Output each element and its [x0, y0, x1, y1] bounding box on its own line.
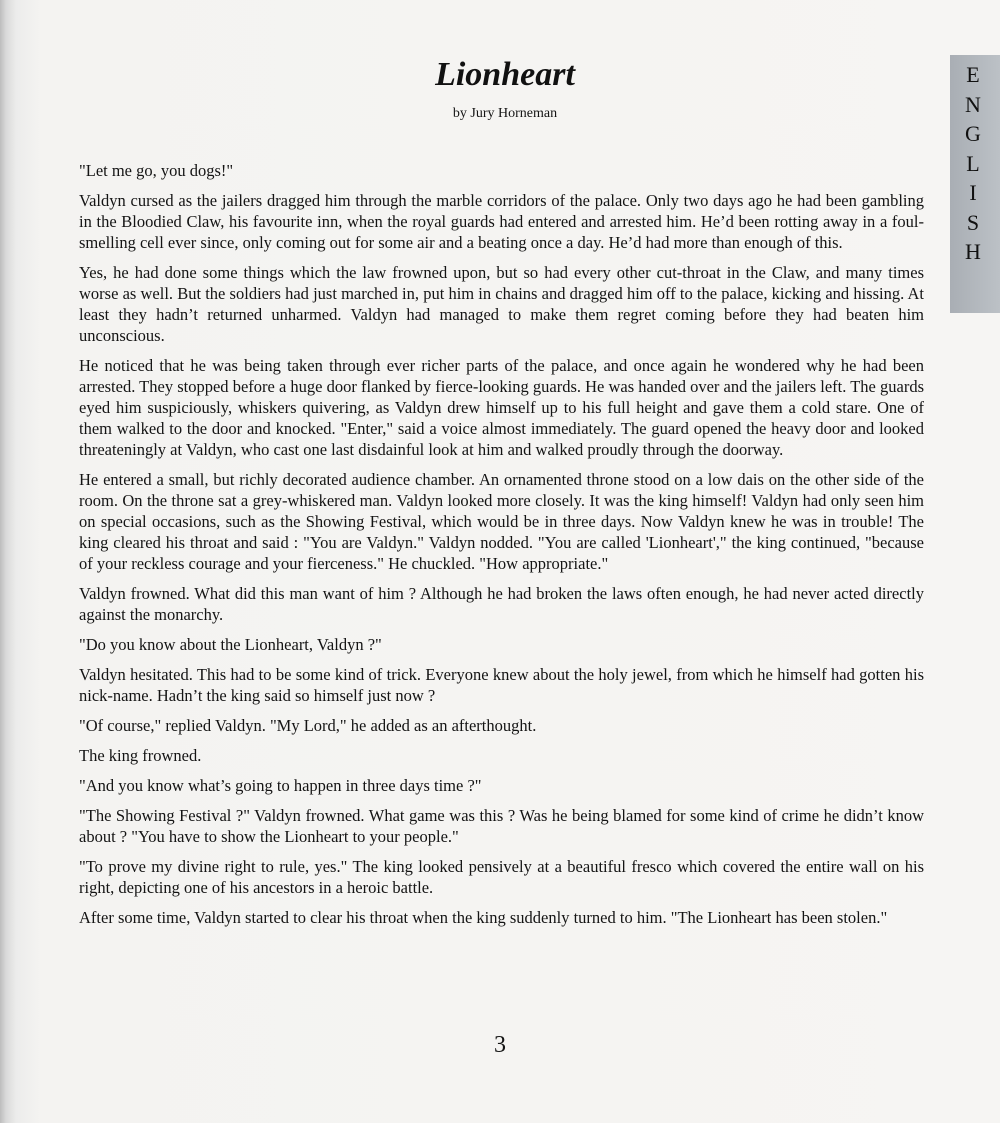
author-byline: by Jury Horneman: [452, 106, 558, 121]
tab-letter: E: [966, 62, 980, 87]
paragraph: After some time, Valdyn started to clear his throat when the king suddenly turned to him. "The Lionheart has been stolen.": [79, 908, 888, 927]
paragraph: Valdyn frowned. What did this man want of him ? Although he had broken the laws often enough, he had never acted directly against the monarchy.: [79, 584, 924, 624]
paragraph: "Of course," replied Valdyn. "My Lord," he added as an afterthought.: [79, 716, 537, 735]
paragraph: "The Showing Festival ?" Valdyn frowned. What game was this ? Was he being blamed for some kind of crime he didn’t know about ? "You have to show the Lionheart to your people.": [79, 806, 924, 846]
paragraph: Valdyn cursed as the jailers dragged him through the marble corridors of the palace. Only two days ago he had been gambling in the Bloodied Claw, his favourite inn, when the royal guards had entered and arrested him. He’d been rotting away in a foul-smelling cell ever since, only coming out for some air and a beating once a day. He’d had more than enough of this.: [79, 191, 924, 252]
paragraph: "Let me go, you dogs!": [79, 161, 234, 180]
paragraph: "Do you know about the Lionheart, Valdyn ?": [79, 635, 382, 654]
tab-letter: L: [966, 150, 980, 176]
paragraph: He noticed that he was being taken through ever richer parts of the palace, and once again he wondered why he had been arrested. They stopped before a huge door flanked by fierce-looking guards. He was handed over and the jailers left. The guards eyed him suspiciously, whiskers quivering, as Valdyn drew himself up to his full height and gave them a cold stare. One of them walked to the door and knocked. "Enter," said a voice almost immediately. The guard opened the heavy door and looked threateningly at Valdyn, who cast one last disdainful look at him and walked proudly through the doorway.: [79, 356, 924, 459]
paragraph: Yes, he had done some things which the law frowned upon, but so had every other cut-throat in the Claw, and many times worse as well. But the soldiers had just marched in, put him in chains and dragged him off to the palace, kicking and hissing. At least they hadn’t returned unharmed. Valdyn had managed to make them regret coming before they had beaten him unconscious.: [79, 263, 924, 345]
tab-letter: G: [965, 121, 981, 146]
language-section-tab: [950, 55, 1000, 313]
paragraph: The king frowned.: [79, 746, 202, 765]
paragraph: He entered a small, but richly decorated audience chamber. An ornamented throne stood on a low dais on the other side of the room. On the throne sat a grey-whiskered man. Valdyn looked more closely. It was the king himself! Valdyn had only seen him on special occasions, such as the Showing Festival, which would be in three days. Now Valdyn knew he was in trouble! The king cleared his throat and said : "You are Valdyn." Valdyn nodded. "You are called 'Lionheart'," the king continued, "because of your reckless courage and your fierceness." He chuckled. "How appropriate.": [79, 470, 924, 573]
tab-letter: H: [965, 239, 981, 264]
page-number: 3: [494, 1032, 506, 1058]
story-title: Lionheart: [435, 56, 575, 93]
paragraph: "And you know what’s going to happen in three days time ?": [79, 776, 482, 795]
tab-letter: I: [969, 180, 977, 205]
paragraph: Valdyn hesitated. This had to be some kind of trick. Everyone knew about the holy jewel, from which he himself had gotten his nick-name. Hadn’t the king said so himself just now ?: [79, 665, 924, 705]
tab-letter: N: [965, 91, 981, 117]
paragraph: "To prove my divine right to rule, yes." The king looked pensively at a beautiful fresco which covered the entire wall on his right, depicting one of his ancestors in a heroic battle.: [79, 857, 924, 897]
story-body: [79, 160, 924, 937]
tab-letter: S: [966, 209, 980, 235]
